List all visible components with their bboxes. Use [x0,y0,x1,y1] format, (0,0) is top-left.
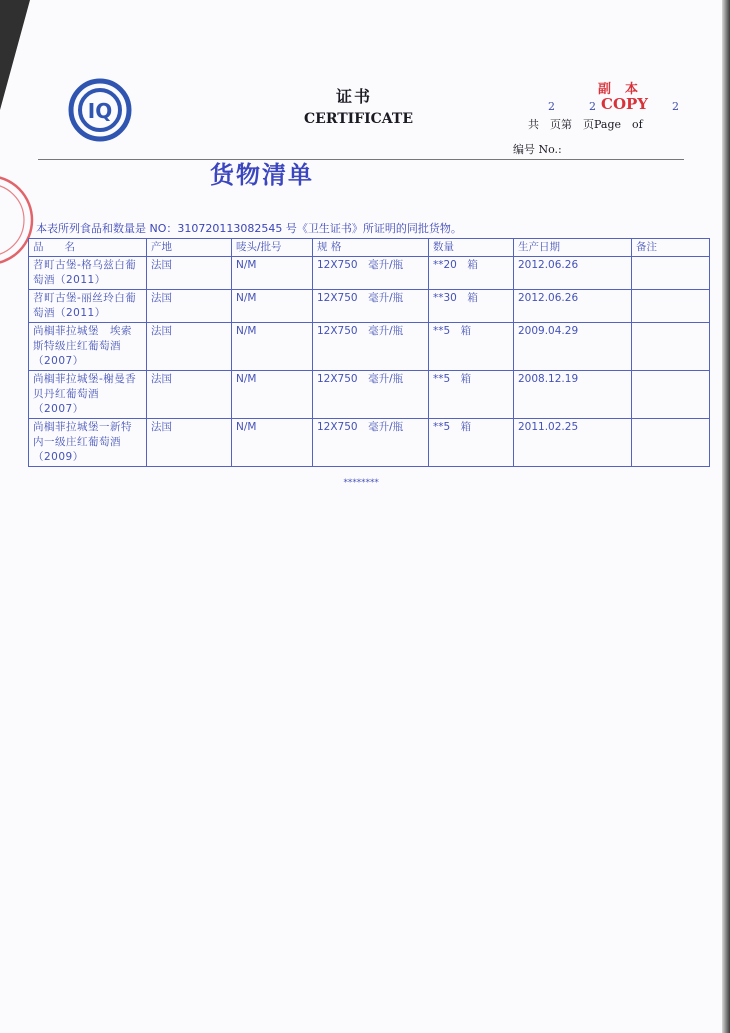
cell-product-name: 尚榈菲拉城堡一新特内一级庄红葡萄酒（2009） [29,419,147,467]
page-total-number: 2 [548,100,555,113]
table-row [29,323,710,371]
cell-specification: 12X750 毫升/瓶 [313,419,429,467]
scan-edge-right [722,0,730,1033]
svg-text:IQ: IQ [87,99,113,123]
table-row [29,419,710,467]
cell-quantity: **5 箱 [429,323,514,371]
title-chinese: 证书 [336,87,373,106]
title-english: CERTIFICATE [304,111,413,127]
header-divider [38,159,684,160]
cell-product-name: 苕町古堡-丽丝玲白葡萄酒（2011） [29,290,147,323]
cell-origin: 法国 [147,419,232,467]
table-header-row [29,239,710,257]
cell-remarks [632,257,710,290]
cell-mark-lot: N/M [232,419,313,467]
end-of-list-mark: ******** [343,478,379,488]
copy-stamp-chinese: 副本 [598,82,653,97]
header-mark-lot: 唛头/批号 [232,239,313,257]
cell-production-date: 2012.06.26 [514,257,632,290]
table-row [29,290,710,323]
goods-list-title: 货物清单 [210,161,314,189]
cell-specification: 12X750 毫升/瓶 [313,290,429,323]
goods-table [28,238,710,467]
cell-product-name: 尚榈菲拉城堡 埃索斯特级庄红葡萄酒（2007） [29,323,147,371]
header-product-name: 品 名 [29,239,147,257]
cell-remarks [632,290,710,323]
header-specification: 规 格 [313,239,429,257]
cell-specification: 12X750 毫升/瓶 [313,257,429,290]
cell-origin: 法国 [147,257,232,290]
header-origin: 产地 [147,239,232,257]
cell-quantity: **5 箱 [429,419,514,467]
cell-production-date: 2011.02.25 [514,419,632,467]
intro-statement: 本表所列食品和数量是 NO：310720113082545 号《卫生证书》所证明的同批货物。 [36,222,462,235]
header-remarks: 备注 [632,239,710,257]
copy-stamp-english: COPY [601,95,648,113]
table-row [29,371,710,419]
cell-quantity: **5 箱 [429,371,514,419]
cell-quantity: **20 箱 [429,257,514,290]
cell-specification: 12X750 毫升/瓶 [313,323,429,371]
ciq-logo-icon [68,78,132,142]
header-quantity: 数量 [429,239,514,257]
page-line-label: 共 页第 页Page of [528,118,643,131]
page-of-number: 2 [672,100,679,113]
cell-origin: 法国 [147,323,232,371]
cell-remarks [632,419,710,467]
table-row [29,257,710,290]
cell-mark-lot: N/M [232,371,313,419]
cell-specification: 12X750 毫升/瓶 [313,371,429,419]
cell-remarks [632,371,710,419]
cell-quantity: **30 箱 [429,290,514,323]
cell-origin: 法国 [147,290,232,323]
cell-remarks [632,323,710,371]
cell-production-date: 2008.12.19 [514,371,632,419]
cell-origin: 法国 [147,371,232,419]
cell-product-name: 尚榈菲拉城堡-榭曼香贝丹红葡萄酒（2007） [29,371,147,419]
cell-mark-lot: N/M [232,257,313,290]
cell-production-date: 2012.06.26 [514,290,632,323]
cell-production-date: 2009.04.29 [514,323,632,371]
page-current-number: 2 [589,100,596,113]
header-production-date: 生产日期 [514,239,632,257]
cell-mark-lot: N/M [232,290,313,323]
cell-product-name: 苕町古堡-格乌兹白葡萄酒（2011） [29,257,147,290]
cell-mark-lot: N/M [232,323,313,371]
certificate-number-label: 编号 No.: [513,143,562,156]
